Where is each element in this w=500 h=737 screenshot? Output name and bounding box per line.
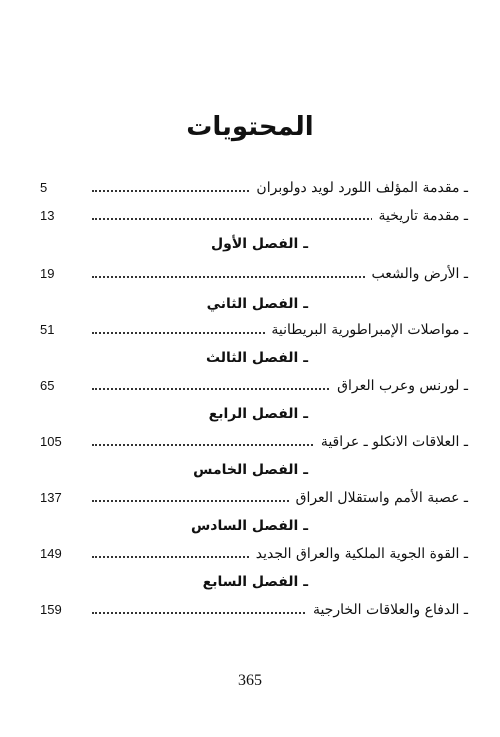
toc-chapter-heading: [40, 402, 468, 426]
toc-entry: [40, 486, 468, 510]
toc-entry: [40, 598, 468, 622]
page-number-footer: 365: [238, 672, 262, 689]
toc-chapter-heading: [40, 232, 468, 256]
toc-entry: [40, 318, 468, 342]
toc-entry-title: ـ العلاقات الانكلو ـ عراقية: [315, 430, 468, 454]
chapter-heading-label: ـ الفصل الثاني: [206, 296, 308, 312]
toc-entry: [40, 542, 468, 566]
chapter-heading-label: ـ الفصل السادس: [190, 518, 308, 534]
toc-entry: [40, 204, 468, 228]
toc-entry-title: ـ لورنس وعرب العراق: [331, 374, 468, 398]
chapter-heading-label: ـ الفصل الثالث: [205, 350, 308, 366]
chapter-heading-label: ـ الفصل الأول: [210, 236, 308, 252]
toc-entry: [40, 430, 468, 454]
toc-chapter-heading: [40, 570, 468, 594]
toc-chapter-heading: [40, 458, 468, 482]
toc-entry-title: ـ الأرض والشعب: [366, 262, 468, 286]
toc-page-number: 159: [40, 602, 62, 617]
toc-page-number: 65: [40, 378, 55, 393]
toc-page-number: 105: [40, 434, 62, 449]
page-title: المحتويات: [186, 112, 314, 142]
toc-page-number: 137: [40, 490, 62, 505]
toc-page-number: 149: [40, 546, 62, 561]
toc-entry-title: ـ القوة الجوية الملكية والعراق الجديد: [250, 542, 468, 566]
chapter-heading-label: ـ الفصل الخامس: [193, 462, 308, 478]
toc-entry-title: ـ مواصلات الإمبراطورية البريطانية: [265, 318, 468, 342]
toc-entry: [40, 176, 468, 200]
toc-chapter-heading: [40, 292, 468, 316]
toc-page-number: 51: [40, 322, 55, 337]
toc-entry-title: ـ عصبة الأمم واستقلال العراق: [290, 486, 468, 510]
chapter-heading-label: ـ الفصل الرابع: [208, 406, 308, 422]
toc-entry-title: ـ مقدمة المؤلف اللورد لويد دولوبران: [250, 176, 468, 200]
toc-entry: [40, 262, 468, 286]
toc-chapter-heading: [40, 514, 468, 538]
toc-entry: [40, 374, 468, 398]
toc-entry-title: ـ الدفاع والعلاقات الخارجية: [307, 598, 468, 622]
toc-chapter-heading: [40, 346, 468, 370]
toc-entry-title: ـ مقدمة تاريخية: [372, 204, 468, 228]
toc-page-number: 19: [40, 266, 55, 281]
toc-page-number: 13: [40, 208, 55, 223]
toc-page-number: 5: [40, 180, 48, 195]
chapter-heading-label: ـ الفصل السابع: [202, 574, 308, 590]
